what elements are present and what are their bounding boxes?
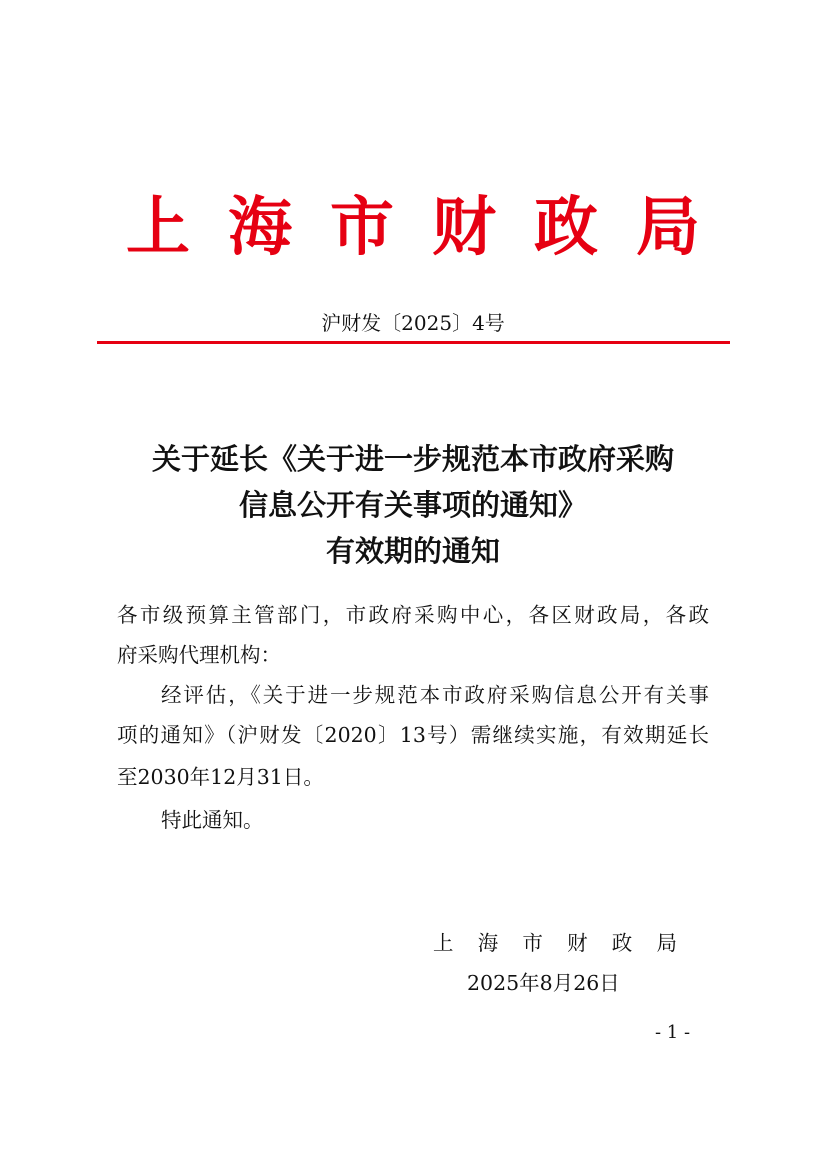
signature-date: 2025年8月26日	[467, 971, 620, 995]
paragraph-1-line-1: 经评估，《关于进一步规范本市政府采购信息公开有关事	[161, 683, 709, 707]
issuer-letterhead: 上海市财政局	[126, 190, 738, 265]
paragraph-1-line-2: 项的通知》（沪财发〔2020〕13号）需继续实施，有效期延长	[117, 723, 709, 747]
document-title	[0, 436, 826, 574]
title-line-3: 有效期的通知	[325, 534, 500, 568]
page-number: - 1 -	[655, 1022, 691, 1043]
closing-text: 特此通知。	[161, 808, 264, 832]
signature-organization: 上海市财政局	[433, 931, 677, 955]
red-divider-line	[97, 341, 730, 344]
paragraph-1-line-3: 至2030年12月31日。	[117, 765, 324, 789]
title-line-1: 关于延长《关于进一步规范本市政府采购	[151, 442, 674, 476]
recipients-line-1: 各市级预算主管部门，市政府采购中心，各区财政局，各政	[117, 603, 709, 627]
title-line-2: 信息公开有关事项的通知》	[238, 488, 587, 522]
document-number: 沪财发〔2025〕4号	[321, 311, 505, 335]
recipients-line-2: 府采购代理机构：	[117, 643, 281, 667]
